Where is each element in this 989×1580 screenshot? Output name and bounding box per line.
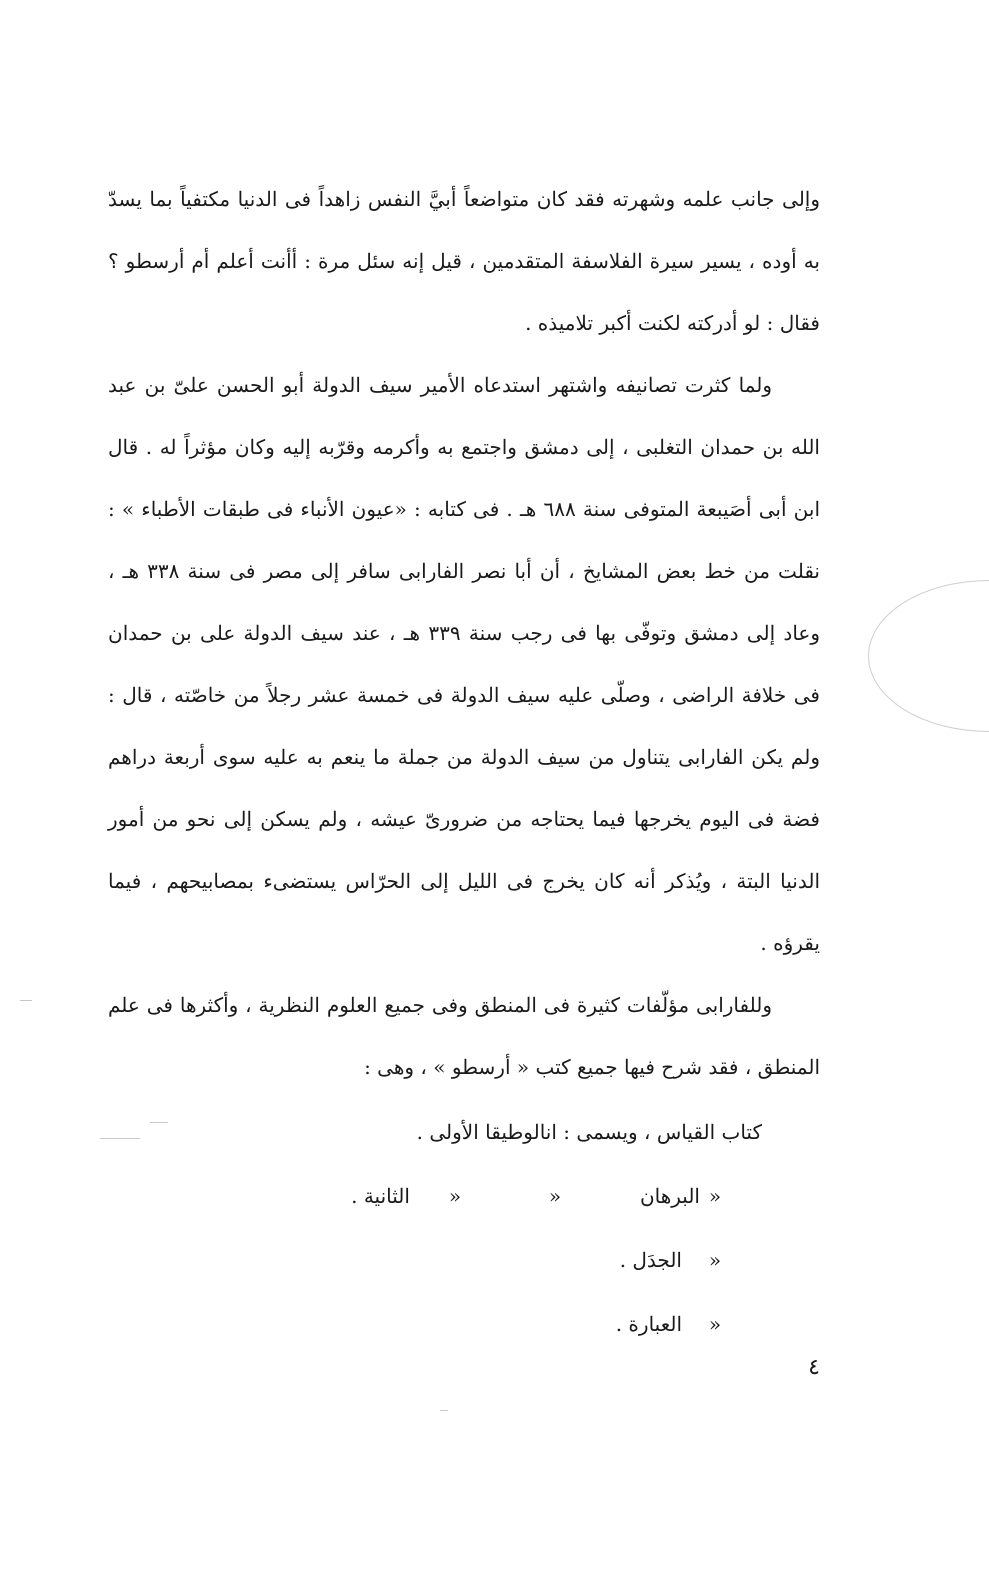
ditto-mark: «	[708, 1312, 722, 1336]
works-list	[108, 1100, 820, 1356]
list-item	[108, 1100, 820, 1164]
list-item	[108, 1164, 820, 1228]
scan-speck	[100, 1138, 140, 1139]
list-item-burhan: البرهان	[639, 1184, 700, 1208]
body-text	[108, 168, 820, 1098]
ditto-mark: «	[708, 1184, 722, 1208]
scan-speck	[20, 1000, 32, 1001]
page-number: ٤	[808, 1355, 820, 1380]
list-item-jadal: الجدَل .	[619, 1248, 682, 1272]
scan-speck	[150, 1122, 168, 1123]
ditto-mark: «	[708, 1248, 722, 1272]
ditto-mark: «	[448, 1184, 462, 1208]
list-item-second: الثانية .	[351, 1184, 410, 1208]
scan-speck	[440, 1410, 448, 1411]
list-item	[108, 1292, 820, 1356]
ditto-mark: «	[548, 1184, 562, 1208]
paragraph-biography: ولما كثرت تصانيفه واشتهر استدعاه الأمير سيف الدولة أبو الحسن علىّ بن عبد الله بن حمدان التغلبى ، إلى دمشق واجتمع به وأكرمه وقرّبه إليه وكان مؤثراً له . قال ابن أبى أصَيبعة المتوفى سنة ٦٨٨ هـ . فى كتابه : «عيون الأنباء فى طبقات الأطباء » : نقلت من خط بعض المشايخ ، أن أبا نصر الفارابى سافر إلى مصر فى سنة ٣٣٨ هـ ، وعاد إلى دمشق وتوفّى بها فى رجب سنة ٣٣٩ هـ ، عند سيف الدولة على بن حمدان فى خلافة الراضى ، وصلّى عليه سيف الدولة فى خمسة عشر رجلاً من خاصّته ، قال : ولم يكن الفارابى يتناول من سيف الدولة من جملة ما ينعم به عليه سوى أربعة دراهم فضة فى اليوم يخرجها فيما يحتاجه من ضرورىّ عيشه ، ولم يسكن إلى نحو من أمور الدنيا البتة ، ويُذكر أنه كان يخرج فى الليل إلى الحرّاس يستضىء بمصابيحهم ، فيما يقرؤه .	[108, 373, 821, 955]
list-item	[108, 1228, 820, 1292]
paragraph-works: وللفارابى مؤلّفات كثيرة فى المنطق وفى جميع العلوم النظرية ، وأكثرها فى علم المنطق ، فقد شرح فيها جميع كتب « أرسطو » ، وهى :	[108, 993, 820, 1079]
scan-artifact-arc	[868, 580, 989, 732]
paragraph-character: وإلى جانب علمه وشهرته فقد كان متواضعاً أبيَّ النفس زاهداً فى الدنيا مكتفياً بما يسدّ به أوده ، يسير سيرة الفلاسفة المتقدمين ، قيل إنه سئل مرة : أأنت أعلم أم أرسطو ؟ فقال : لو أدركته لكنت أكبر تلاميذه .	[108, 187, 820, 335]
list-item-qiyas: كتاب القياس ، ويسمى : انالوطيقا الأولى .	[416, 1120, 762, 1144]
list-item-ibara: العبارة .	[615, 1312, 682, 1336]
